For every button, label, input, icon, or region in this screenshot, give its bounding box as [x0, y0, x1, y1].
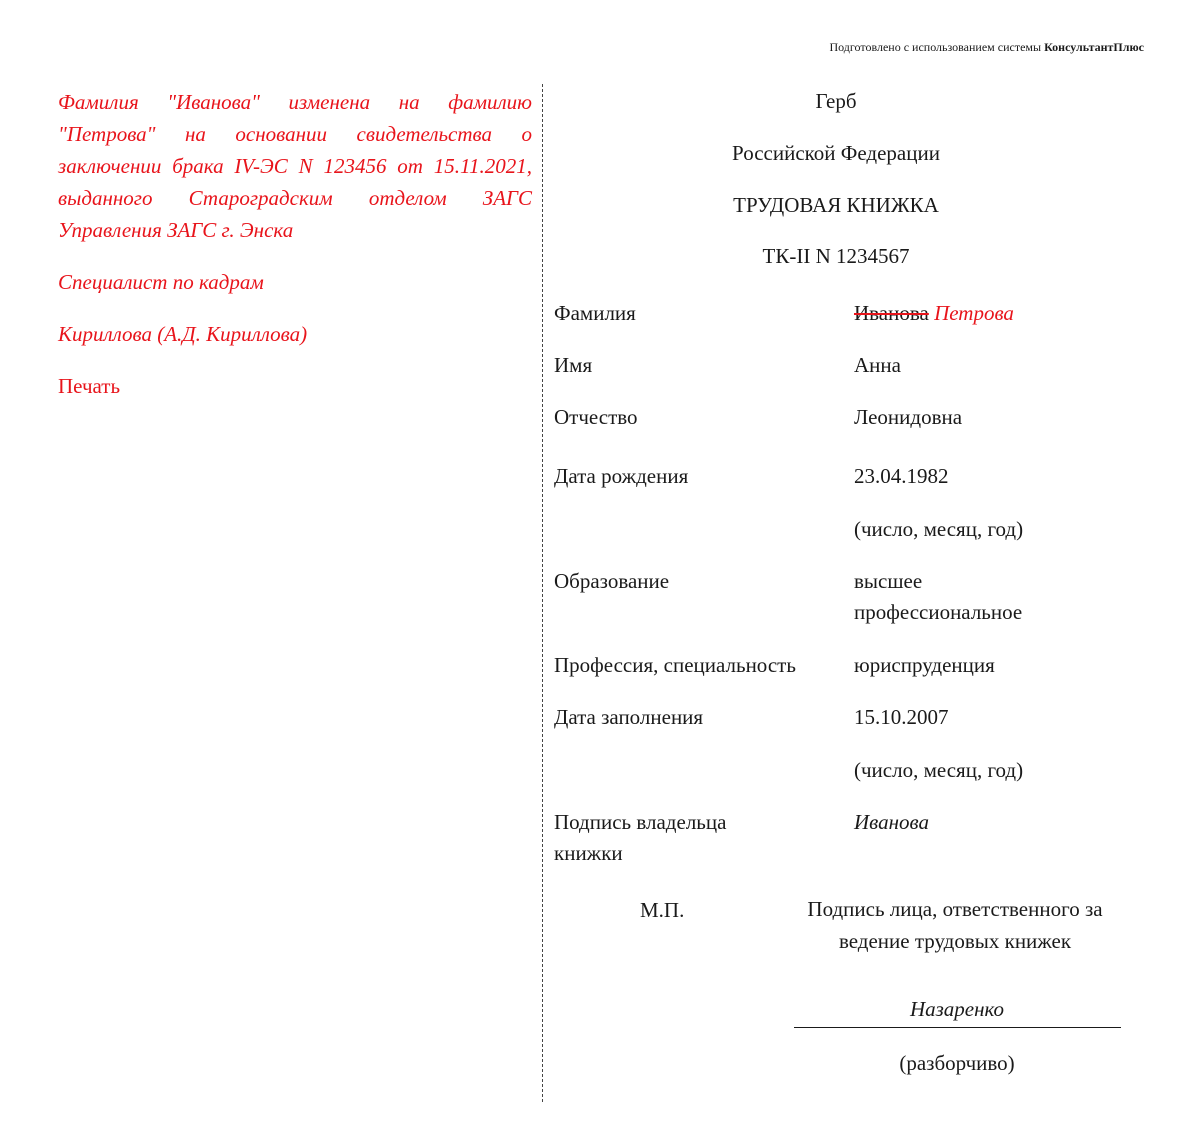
patronymic-label: Отчество [554, 405, 638, 429]
title-country: Российской Федерации [732, 141, 940, 165]
profession-label: Профессия, специальность [554, 653, 796, 677]
surname-new: Петрова [934, 301, 1014, 325]
title-coat-of-arms: Герб [815, 89, 857, 113]
surname-old: Иванова [854, 301, 929, 325]
surname-value [854, 298, 1114, 329]
amendment-block [58, 86, 532, 402]
page-divider [542, 84, 543, 1102]
owner-sig-label: Подпись владельца книжки [554, 810, 727, 865]
responsible-signature: Назаренко [909, 997, 1005, 1021]
signature-line [794, 1027, 1121, 1028]
birth-value: 23.04.1982 [854, 464, 949, 488]
amendment-signature: Кириллова (А.Д. Кириллова) [58, 322, 308, 346]
book-number: ТК-II N 1234567 [762, 244, 910, 268]
name-value: Анна [854, 353, 901, 377]
seal-place: М.П. [640, 898, 685, 922]
education-label: Образование [554, 569, 670, 593]
fill-label: Дата заполнения [554, 705, 704, 729]
fill-value: 15.10.2007 [854, 705, 949, 729]
owner-sig-value: Иванова [854, 810, 930, 834]
header-note [829, 40, 1144, 55]
legible-caption: (разборчиво) [899, 1051, 1015, 1075]
prepared-text: Подготовлено с использованием системы [829, 40, 1042, 54]
name-label: Имя [554, 353, 593, 377]
amendment-note: Фамилия "Иванова" изменена на фамилию "Петрова" на основании свидетельства о заключении брака IV-ЭС N 123456 от 15.11.2021, выданного Староградским отделом ЗАГС Управления ЗАГС г. Энска [58, 90, 532, 242]
amendment-stamp: Печать [58, 374, 121, 398]
surname-label: Фамилия [554, 301, 636, 325]
amendment-position: Специалист по кадрам [58, 270, 264, 294]
education-value: высшее профессиональное [854, 569, 1023, 624]
profession-value: юриспруденция [854, 653, 995, 677]
birth-label: Дата рождения [554, 464, 689, 488]
fill-hint: (число, месяц, год) [854, 758, 1024, 782]
birth-hint: (число, месяц, год) [854, 517, 1024, 541]
patronymic-value: Леонидовна [854, 405, 963, 429]
responsible-caption: Подпись лица, ответственного за ведение трудовых книжек [807, 897, 1103, 953]
system-name: КонсультантПлюс [1044, 40, 1144, 54]
title-document: ТРУДОВАЯ КНИЖКА [733, 193, 939, 217]
